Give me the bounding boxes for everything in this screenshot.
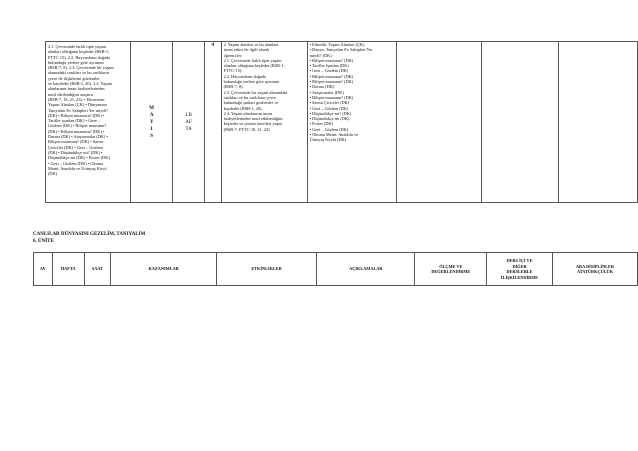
header-ay: AY — [34, 253, 53, 286]
header-row — [34, 253, 638, 286]
notes-text: • Etkinlik: Yaşam Alanları (ÇK) • Dünya: Tanıyalım Ev Sahipleri Yer miydi? (DK) • Bilişen muasının? (DK) • Tarifler Işından (DK) • Gezi – Gözlem (DK) • Bilişen muasının? (DK) • Bilişen muasının? (DK) • Durma (DK) • Araştırmalar (DK) • Bilişen muasının? (DK) • Sarısu Çiviciler (DK) • Gezi – Gözlem (DK) • Düşündükçe mi? (DK) • Düşündükçe mi (DK) • Poster (DK) • Gezi – Gözlem (DK) • Okuma Metni: Anadolu ve Ürünyaş Köylü (DK) — [309, 42, 373, 143]
unit-title: 6. ÜNİTE — [33, 239, 54, 244]
top-plan-table — [45, 41, 638, 203]
section-heading — [33, 231, 145, 245]
header-olcme: ÖLÇME VE DEĞERLENDİRME — [415, 253, 487, 286]
header-hafta: HAFTA — [52, 253, 84, 286]
notes-cell — [307, 42, 397, 203]
header-kazanimlar: KAZANIMLAR — [111, 253, 217, 286]
section-title: CANLILAR DÜNYASINI GEZELİM, TANIYALIM — [33, 232, 146, 237]
lesson-cell: LB AF TA — [173, 42, 205, 203]
month-cell: M A Y I S — [131, 42, 173, 203]
activities-text: 2. Yaşam alanları ve bu alanlara insan etkisi ile ilgili olarak öğrenciler; 2.1. Çevresinde farklı tipte yaşam alanları olduğunu keşfeder (BSB-1; FTTC-15). 2.2. Hayvanların doğada bulunduğu yerlere göre ayrımını (BSB-7, 8). 2.3. Çevresinde bir yaşam alanındaki canlıları ve bu canlıların çevre bulunduğu şartları gözlemler ve kaydeder (BSB-1, 20). 2.4. Yaşam alanlarının insan faaliyetlerinden nasıl etkilendiğini keşfeder ve çözüm önerileri yapar (BSB-7; FTTC-18, 21, 22). — [223, 42, 288, 132]
empty-cell — [397, 42, 481, 203]
header-ders-ici: DERS İÇİ VE DİĞER DERSLERLE İLİŞKİLENDİRME — [487, 253, 553, 286]
header-ara-disiplinler: ARA DİSİPLİNLER ATATÜRKÇÜLÜK — [552, 253, 637, 286]
table-row — [46, 42, 638, 203]
outcomes-text: 2.1. Çevresinde farklı tipte yaşam alanları olduğunu keşfeder (BSB-1; FTTC-15). 2.2. Hayvanların doğada bulunduğu yerlere göre ayrımını (BSB-7, 8). 2.3. Çevresinde bir yaşam alanındaki canlıları ve bu canlıların çevre ile ilişkilerini gözlemler ve kaydeder (BSB-1, 20). 2.4. Yaşam alanlarının insan faaliyetlerinden nasıl etkilendiğini araştırır (BSB-7, 18, 21, 23). • Ekosistem Yaşam Alanları (ÇK) • Dünyamızı Tanıyalım Ev Sahipleri Yer miydi? (DK) • Bilişen muasının? (DK) • Tarifler ışından (DK) • Geze – Gözlem (DK) • Bilişen muasının? (DK) • Bilişen muasının? (DK) • Durma (DK) • Araştırmalar (DK) • Bilişen muasının? (DK) • Sarısu Çiviciler (DK) • Gezi – Gözlem (DK) • Düşündükçe mi? (DK) • Düşündükçe mi (DK) • Poster (DK) • Gezi – Gözlem (DK) • Okuma Metni: Anadolu ve Ürünyaş Köyü (DK) — [48, 44, 114, 177]
header-saat: SAAT — [84, 253, 110, 286]
hours-cell: 4 — [204, 42, 221, 203]
empty-cell — [559, 42, 638, 203]
header-etkinlikler: ETKİNLİKLER — [217, 253, 317, 286]
header-aciklamalar: AÇIKLAMALAR — [317, 253, 415, 286]
empty-cell — [481, 42, 559, 203]
plan-header-table — [33, 252, 638, 286]
activities-cell — [221, 42, 307, 203]
outcomes-cell — [46, 42, 131, 203]
